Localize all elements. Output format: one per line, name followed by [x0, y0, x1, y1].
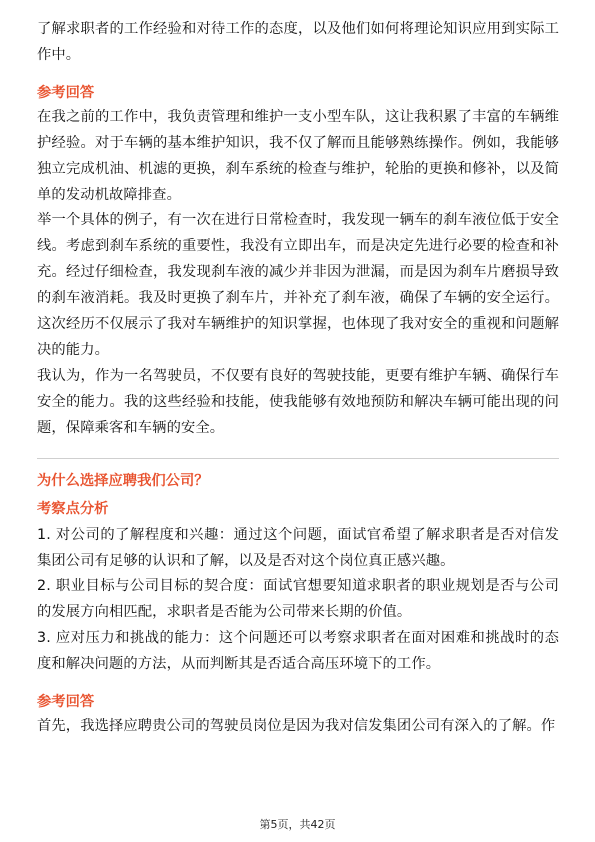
- answer-paragraph-2: 举一个具体的例子，有一次在进行日常检查时，我发现一辆车的刹车液位低于安全线。考虑到刹车系统的重要性，我没有立即出车，而是决定先进行必要的检查和补充。经过仔细检查，我发现刹车液的减少并非因为泄漏，而是因为刹车片磨损导致的刹车液消耗。我及时更换了刹车片，并补充了刹车液，确保了车辆的安全运行。这次经历不仅展示了我对车辆维护的知识掌握，也体现了我对安全的重视和问题解决的能力。: [37, 212, 559, 358]
- answer-start-paragraph: 首先，我选择应聘贵公司的驾驶员岗位是因为我对信发集团公司有深入的了解。作: [37, 718, 556, 735]
- analysis-point-1: 1. 对公司的了解程度和兴趣：通过这个问题，面试官希望了解求职者是否对信发集团公司有足够的认识和了解，以及是否对这个岗位真正感兴趣。: [37, 526, 559, 569]
- analysis-point-2: 2. 职业目标与公司目标的契合度：面试官想要知道求职者的职业规划是否与公司的发展方向相匹配，求职者是否能为公司带来长期的价值。: [37, 578, 559, 621]
- analysis-label: 考察点分析: [37, 500, 109, 517]
- question-title: 为什么选择应聘我们公司？: [37, 472, 209, 489]
- page-footer: 第5页，共42页: [259, 818, 336, 831]
- intro-paragraph: 了解求职者的工作经验和对待工作的态度，以及他们如何将理论知识应用到实际工作中。: [37, 21, 559, 63]
- analysis-point-3: 3. 应对压力和挑战的能力：这个问题还可以考察求职者在面对困难和挑战时的态度和解决问题的方法，从而判断其是否适合高压环境下的工作。: [37, 630, 559, 673]
- answer-paragraph-3: 我认为，作为一名驾驶员，不仅要有良好的驾驶技能，更要有维护车辆、确保行车安全的能力。我的这些经验和技能，使我能够有效地预防和解决车辆可能出现的问题，保障乘客和车辆的安全。: [37, 367, 559, 436]
- reference-answer-label-2: 参考回答: [37, 694, 95, 711]
- reference-answer-label: 参考回答: [37, 84, 95, 101]
- answer-paragraph-1: 在我之前的工作中，我负责管理和维护一支小型车队，这让我积累了丰富的车辆维护经验。对于车辆的基本维护知识，我不仅了解而且能够熟练操作。例如，我能够独立完成机油、机滤的更换，刹车系统的检查与维护，轮胎的更换和修补，以及简单的发动机故障排查。: [37, 108, 559, 203]
- document-page: [37, 17, 559, 740]
